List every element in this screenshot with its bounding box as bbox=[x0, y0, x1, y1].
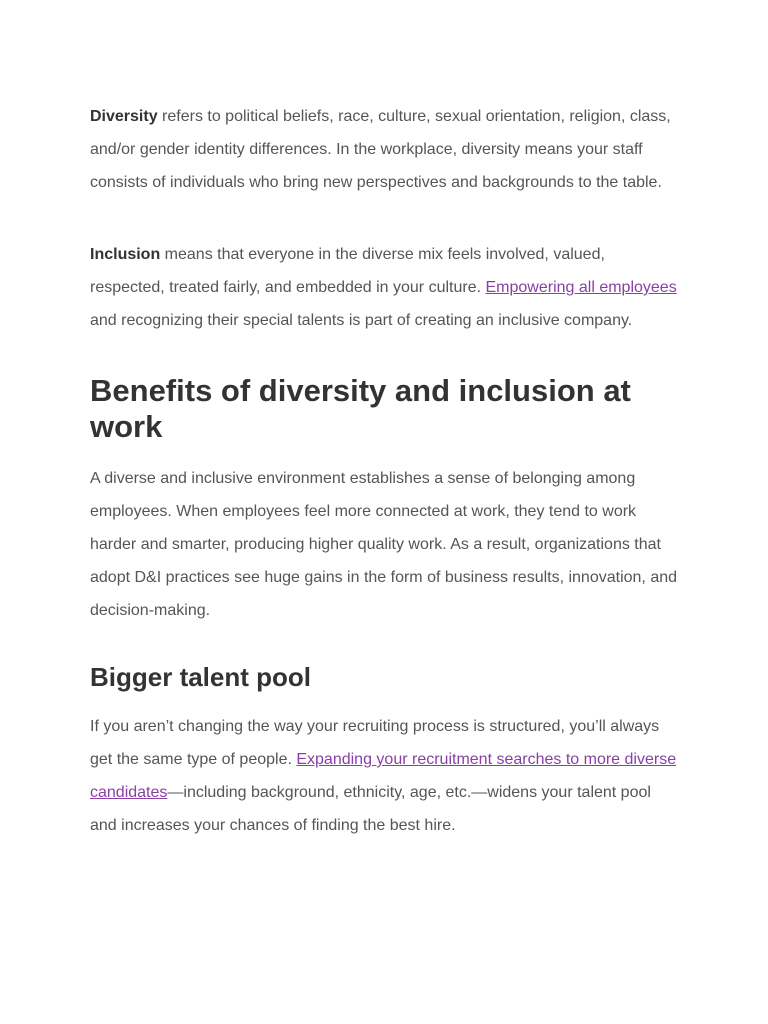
diversity-paragraph bbox=[90, 100, 682, 199]
inclusion-term: Inclusion bbox=[90, 246, 161, 263]
article-body bbox=[90, 100, 682, 842]
diversity-term: Diversity bbox=[90, 108, 158, 125]
diversity-text: refers to political beliefs, race, culture, sexual orientation, religion, class, and/or gender identity differences. In the workplace, diversity means your staff consists of individuals who bring new perspectives and backgrounds to the table. bbox=[90, 108, 671, 191]
benefits-paragraph: A diverse and inclusive environment establishes a sense of belonging among employees. When employees feel more connected at work, they tend to work harder and smarter, producing higher quality work. As a result, organizations that adopt D&I practices see huge gains in the form of business results, innovation, and decision-making. bbox=[90, 470, 678, 619]
benefits-heading: Benefits of diversity and inclusion at work bbox=[90, 373, 631, 444]
talent-pool-heading: Bigger talent pool bbox=[90, 662, 311, 692]
talent-pool-text-before: If you aren’t changing the way your recruiting process is structured, you’ll always get the same type of people. bbox=[90, 718, 660, 768]
inclusion-paragraph bbox=[90, 238, 682, 337]
talent-pool-paragraph bbox=[90, 710, 682, 842]
talent-pool-text-after: —including background, ethnicity, age, etc.—widens your talent pool and increases your chances of finding the best hire. bbox=[90, 784, 651, 834]
expanding-recruitment-link[interactable]: Expanding your recruitment searches to more diverse candidates bbox=[90, 751, 677, 801]
inclusion-text-before: means that everyone in the diverse mix feels involved, valued, respected, treated fairly, and embedded in your culture. bbox=[90, 246, 605, 296]
empowering-employees-link[interactable]: Empowering all employees bbox=[485, 279, 677, 296]
inclusion-text-after: and recognizing their special talents is part of creating an inclusive company. bbox=[90, 312, 633, 329]
